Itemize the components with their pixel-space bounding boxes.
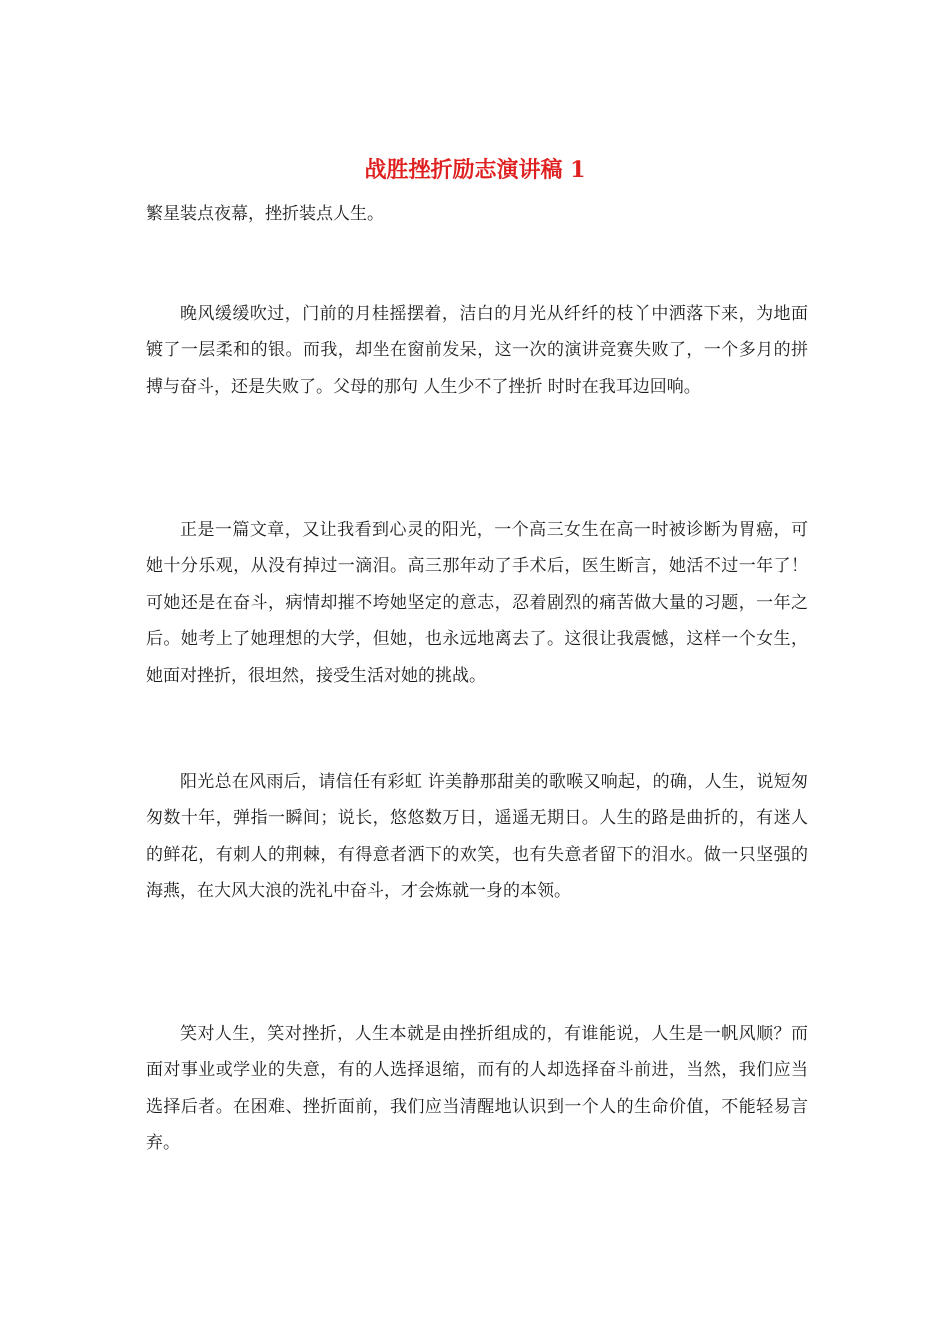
paragraph-1: 晚风缓缓吹过，门前的月桂摇摆着，洁白的月光从纤纤的枝丫中洒落下来，为地面镀了一层柔和的银。而我，却坐在窗前发呆，这一次的演讲竞赛失败了，一个多月的拼搏与奋斗，还是失败了。父母的那句 人生少不了挫折 时时在我耳边回响。 — [146, 304, 808, 397]
paragraph-4: 笑对人生，笑对挫折，人生本就是由挫折组成的，有谁能说，人生是一帆风顺？而面对事业或学业的失意，有的人选择退缩，而有的人却选择奋斗前进，当然，我们应当选择后者。在困难、挫折面前，我们应当清醒地认识到一个人的生命价值，不能轻易言弃。 — [146, 1024, 808, 1154]
intro-line: 繁星装点夜幕，挫折装点人生。 — [146, 204, 384, 224]
document-title: 战胜挫折励志演讲稿 1 — [364, 157, 586, 183]
paragraph-2: 正是一篇文章，又让我看到心灵的阳光，一个高三女生在高一时被诊断为胃癌，可她十分乐观，从没有掉过一滴泪。高三那年动了手术后，医生断言，她活不过一年了！可她还是在奋斗，病情却摧不垮她坚定的意志，忍着剧烈的痛苦做大量的习题，一年之后。她考上了她理想的大学，但她，也永远地离去了。这很让我震憾，这样一个女生，她面对挫折，很坦然，接受生活对她的挑战。 — [146, 520, 808, 686]
paragraph-3: 阳光总在风雨后，请信任有彩虹 许美静那甜美的歌喉又响起，的确，人生，说短匆匆数十年，弹指一瞬间；说长，悠悠数万日，遥遥无期日。人生的路是曲折的，有迷人的鲜花，有刺人的荆棘，有得意者洒下的欢笑，也有失意者留下的泪水。做一只坚强的海燕，在大风大浪的洗礼中奋斗，才会炼就一身的本领。 — [146, 772, 808, 902]
